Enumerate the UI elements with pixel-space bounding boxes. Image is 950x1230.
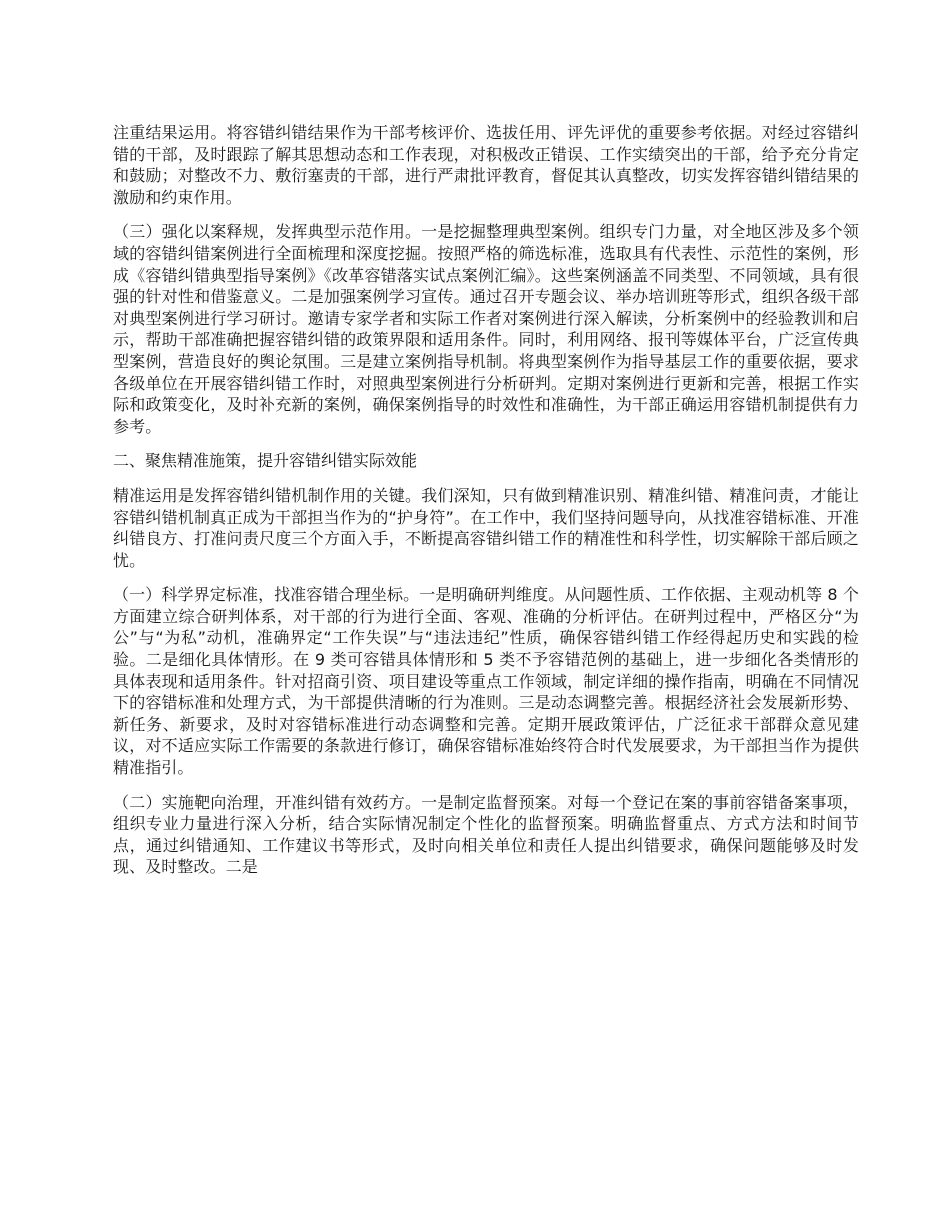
paragraph-subsection-2-targeted: （二）实施靶向治理，开准纠错有效药方。一是制定监督预案。对每一个登记在案的事前容错备案事项，组织专业力量进行深入分析，结合实际情况制定个性化的监督预案。明确监督重点、方式方法和时间节点，通过纠错通知、工作建议书等形式，及时向相关单位和责任人提出纠错要求，确保问题能够及时发现、及时整改。二是 [113, 792, 859, 877]
document-body [113, 122, 859, 891]
paragraph-result-application: 注重结果运用。将容错纠错结果作为干部考核评价、选拔任用、评先评优的重要参考依据。对经过容错纠错的干部，及时跟踪了解其思想动态和工作表现，对积极改正错误、工作实绩突出的干部，给予充分肯定和鼓励；对整改不力、敷衍塞责的干部，进行严肃批评教育，督促其认真整改，切实发挥容错纠错结果的激励和约束作用。 [113, 123, 859, 207]
paragraph-section-3-typical-cases: （三）强化以案释规，发挥典型示范作用。一是挖掘整理典型案例。组织专门力量，对全地区涉及多个领域的容错纠错案例进行全面梳理和深度挖掘。按照严格的筛选标准，选取具有代表性、示范性的案例，形成《容错纠错典型指导案例》《改革容错落实试点案例汇编》。这些案例涵盖不同类型、不同领域，具有很强的针对性和借鉴意义。二是加强案例学习宣传。通过召开专题会议、举办培训班等形式，组织各级干部对典型案例进行学习研讨。邀请专家学者和实际工作者对案例进行深入解读，分析案例中的经验教训和启示，帮助干部准确把握容错纠错的政策界限和适用条件。同时，利用网络、报刊等媒体平台，广泛宣传典型案例，营造良好的舆论氛围。三是建立案例指导机制。将典型案例作为指导基层工作的重要依据，要求各级单位在开展容错纠错工作时，对照典型案例进行分析研判。定期对案例进行更新和完善，根据工作实际和政策变化，及时补充新的案例，确保案例指导的时效性和准确性，为干部正确运用容错机制提供有力参考。 [113, 222, 859, 436]
paragraph-subsection-1-standards: （一）科学界定标准，找准容错合理坐标。一是明确研判维度。从问题性质、工作依据、主观动机等 8 个方面建立综合研判体系，对干部的行为进行全面、客观、准确的分析评估。在研判过程中，严格区分“为公”与“为私”动机，准确界定“工作失误”与“违法违纪”性质，确保容错纠错工作经得起历史和实践的检验。二是细化具体情形。在 9 类可容错具体情形和 5 类不予容错范例的基础上，进一步细化各类情形的具体表现和适用条件。针对招商引资、项目建设等重点工作领域，制定详细的操作指南，明确在不同情况下的容错标准和处理方式，为干部提供清晰的行为准则。三是动态调整完善。根据经济社会发展新形势、新任务、新要求，及时对容错标准进行动态调整和完善。定期开展政策评估，广泛征求干部群众意见建议，对不适应实际工作需要的条款进行修订，确保容错标准始终符合时代发展要求，为干部担当作为提供精准指引。 [113, 585, 859, 778]
paragraph-precision-intro: 精准运用是发挥容错纠错机制作用的关键。我们深知，只有做到精准识别、精准纠错、精准问责，才能让容错纠错机制真正成为干部担当作为的“护身符”。在工作中，我们坚持问题导向，从找准容错标准、开准纠错良方、打准问责尺度三个方面入手，不断提高容错纠错工作的精准性和科学性，切实解除干部后顾之忧。 [113, 485, 859, 570]
section-heading-2: 二、聚焦精准施策，提升容错纠错实际效能 [113, 451, 418, 471]
